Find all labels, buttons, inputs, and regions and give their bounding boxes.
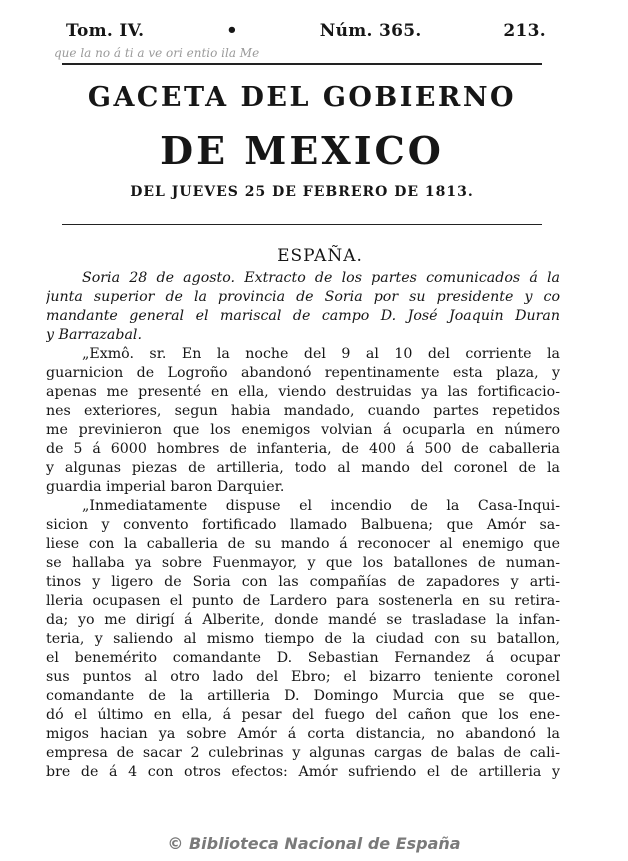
article-line: nes exteriores, segun habia mandado, cuando partes repetidos xyxy=(46,403,560,419)
ornament-bullet: • xyxy=(226,20,238,41)
article-line: me previnieron que los enemigos volvian á ocuparla en número xyxy=(46,422,560,438)
article-line: teria, y saliendo al mismo tiempo de la ciudad con su batallon, xyxy=(46,631,560,647)
masthead-title: GACETA DEL GOBIERNO xyxy=(87,82,517,113)
article-line: guarnicion de Logroño abandonó repentinamente esta plaza, y xyxy=(46,365,560,381)
article-line: sus puntos al otro lado del Ebro; el bizarro teniente coronel xyxy=(46,669,560,685)
issue-number: Núm. 365. xyxy=(319,21,422,41)
article-line: comandante de la artilleria D. Domingo Murcia que se que- xyxy=(46,688,560,704)
volume-number: Tom. IV. xyxy=(66,21,145,41)
article-line: dó el último en ella, á pesar del fuego del cañon que los ene- xyxy=(46,707,560,723)
dateline: DEL JUEVES 25 DE FEBRERO DE 1813. xyxy=(130,184,474,200)
bleed-through-text: que la no á ti a ve ori entio ila Me xyxy=(54,46,260,60)
masthead-rule xyxy=(62,224,542,225)
article-body xyxy=(46,269,560,782)
article-line: da; yo me dirigí á Alberite, donde mandé se trasladase la infan- xyxy=(46,612,560,628)
article-line: y algunas piezas de artilleria, todo al mando del coronel de la xyxy=(46,460,560,476)
article-line: Soria 28 de agosto. Extracto de los partes comunicados á la xyxy=(82,270,560,286)
article-line: sicion y convento fortificado llamado Balbuena; que Amór sa- xyxy=(46,517,560,533)
article-line: bre de á 4 con otros efectos: Amór sufriendo el de artilleria y xyxy=(46,764,560,780)
article-line: apenas me presenté en ella, viendo destruidas ya las fortificacio- xyxy=(46,384,560,400)
article-line: el benemérito comandante D. Sebastian Fernandez á ocupar xyxy=(46,650,560,666)
masthead-subtitle: DE MEXICO xyxy=(160,128,444,173)
article-line: lleria ocupasen el punto de Lardero para sostenerla en su retira- xyxy=(46,593,560,609)
page-number: 213. xyxy=(503,21,546,41)
article-line: mandante general el mariscal de campo D. José Joaquin Duran xyxy=(46,308,560,324)
running-head xyxy=(66,20,546,42)
article-line: tinos y ligero de Soria con las compañías de zapadores y arti- xyxy=(46,574,560,590)
article-line: de 5 á 6000 hombres de infanteria, de 400 á 500 de caballeria xyxy=(46,441,560,457)
section-title: ESPAÑA. xyxy=(277,246,363,266)
article-line: empresa de sacar 2 culebrinas y algunas cargas de balas de cali- xyxy=(46,745,560,761)
top-rule xyxy=(62,63,542,65)
article-line: liese con la caballeria de su mando á reconocer al enemigo que xyxy=(46,536,560,552)
article-line: se hallaba ya sobre Fuenmayor, y que los batallones de numan- xyxy=(46,555,560,571)
article-line: „Inmediatamente dispuse el incendio de la Casa-Inqui- xyxy=(82,498,560,514)
article-line: migos hacian ya sobre Amór á corta distancia, no abandonó la xyxy=(46,726,560,742)
article-line: guardia imperial baron Darquier. xyxy=(46,479,285,495)
article-line: y Barrazabal. xyxy=(46,327,142,343)
article-line: junta superior de la provincia de Soria por su presidente y co xyxy=(46,289,560,305)
library-watermark: © Biblioteca Nacional de España xyxy=(167,834,461,853)
article-line: „Exmô. sr. En la noche del 9 al 10 del corriente la xyxy=(82,346,560,362)
